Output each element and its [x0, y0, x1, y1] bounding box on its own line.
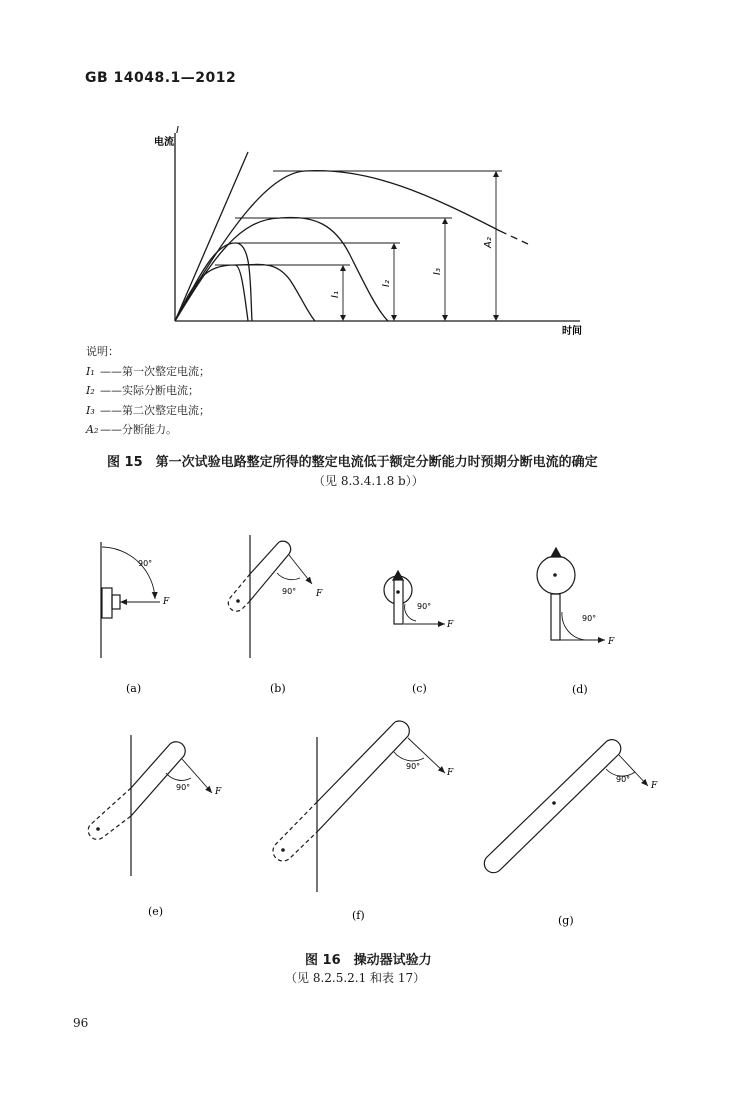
svg-text:F: F	[447, 768, 454, 778]
legend-item: I₂ ——实际分断电流；	[86, 384, 199, 397]
svg-text:90°: 90°	[406, 762, 421, 771]
x-axis-label: 时间	[562, 326, 582, 337]
legend-item: A₂ ——分断能力。	[86, 423, 177, 436]
legend-title: 说明：	[86, 345, 119, 358]
label-a2: A₂	[483, 237, 494, 248]
svg-text:90°: 90°	[282, 587, 297, 596]
label-i1: I₁	[330, 291, 341, 298]
svg-text:F: F	[163, 597, 170, 607]
figure-15-current-time-diagram	[140, 115, 600, 340]
panel-b-label: (b)	[270, 682, 286, 695]
svg-text:F: F	[447, 620, 454, 630]
label-i3: I₃	[432, 268, 443, 275]
curve-a2-extension	[500, 231, 528, 244]
figure-15-legend	[86, 342, 210, 440]
panel-e	[88, 735, 212, 876]
svg-text:F: F	[651, 781, 658, 791]
page-number: 96	[73, 1016, 89, 1030]
panel-e-label: (e)	[148, 905, 164, 918]
panel-d	[537, 548, 605, 640]
figure-15-caption: 图 15 第一次试验电路整定所得的整定电流低于额定分断能力时预期分断电流的确定	[107, 455, 598, 470]
curve-i2	[175, 243, 252, 321]
panel-d-label: (d)	[572, 683, 588, 696]
y-axis-symbol: I	[176, 125, 179, 136]
svg-text:90°: 90°	[176, 783, 191, 792]
panel-c-label: (c)	[412, 682, 427, 695]
label-i2: I₂	[381, 280, 392, 287]
panel-c	[384, 571, 445, 624]
figure-16-caption: 图 16 操动器试验力	[305, 953, 432, 968]
svg-text:90°: 90°	[417, 602, 432, 611]
svg-text:F: F	[316, 589, 323, 599]
y-axis-label: 电流	[154, 137, 174, 148]
svg-text:90°: 90°	[138, 559, 153, 568]
curve-i3	[175, 217, 388, 321]
panel-b	[228, 535, 312, 658]
svg-text:F: F	[215, 787, 222, 797]
panel-f-label: (f)	[352, 909, 365, 922]
standard-header: GB 14048.1—2012	[85, 70, 237, 86]
panel-g	[484, 740, 648, 873]
curve-i1-break	[235, 265, 248, 321]
figure-15-subcaption: （见 8.3.4.1.8 b））	[313, 474, 424, 488]
panel-a-label: (a)	[126, 682, 142, 695]
panel-f	[273, 721, 445, 892]
figure-16-subcaption: （见 8.2.5.2.1 和表 17）	[285, 971, 426, 985]
svg-text:F: F	[608, 637, 615, 647]
legend-item: I₃ ——第二次整定电流；	[86, 403, 210, 417]
panel-g-label: (g)	[558, 914, 574, 927]
legend-item: I₁ ——第一次整定电流；	[86, 364, 210, 378]
svg-text:90°: 90°	[616, 775, 631, 784]
svg-text:90°: 90°	[582, 614, 597, 623]
figure-16-actuator-diagrams	[0, 520, 736, 940]
